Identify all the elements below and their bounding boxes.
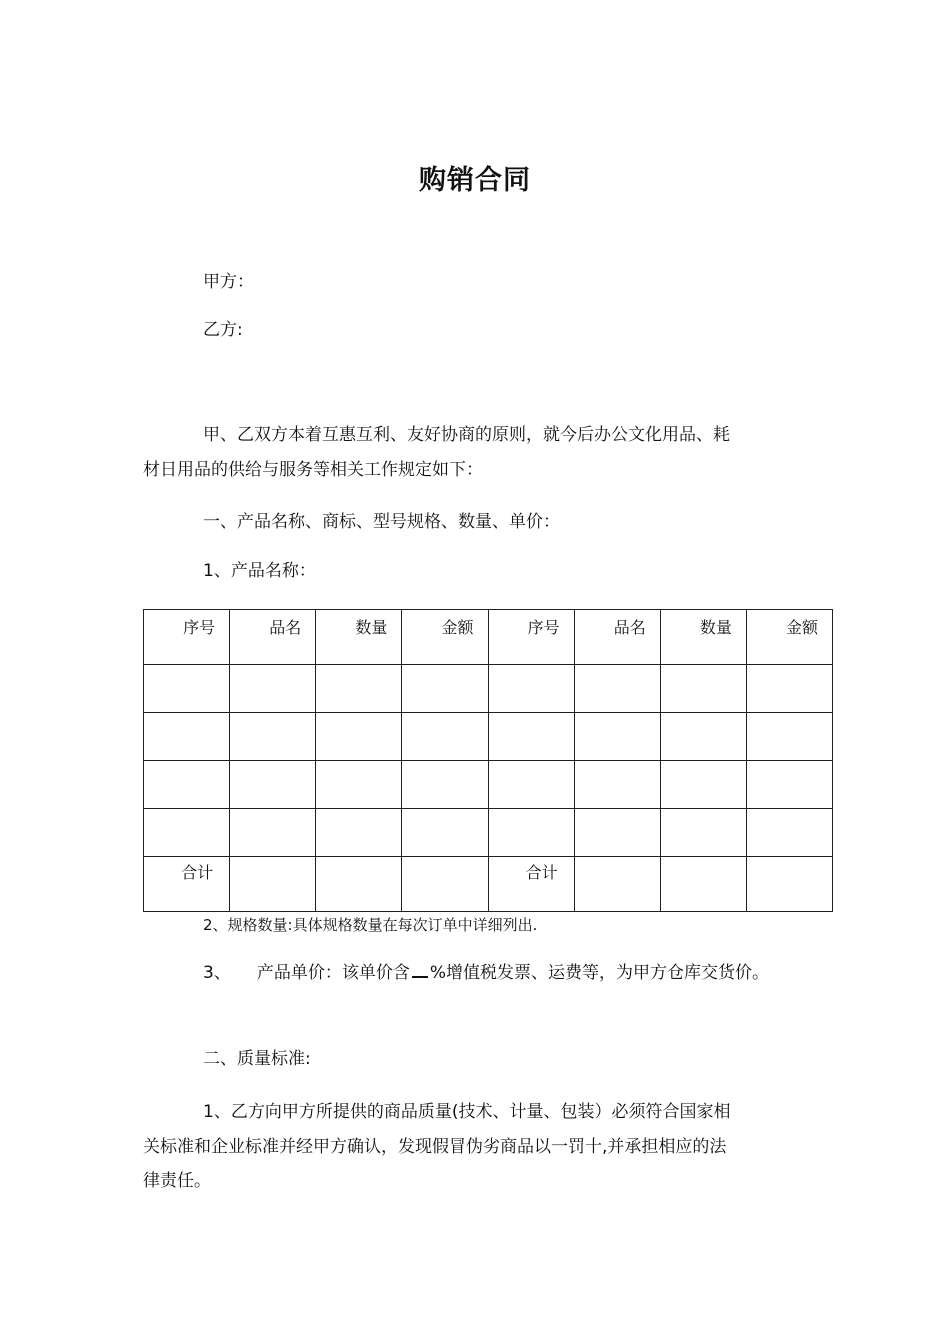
- table-cell: [316, 713, 402, 761]
- table-cell: [746, 761, 832, 809]
- table-cell: [746, 665, 832, 713]
- table-cell: [230, 761, 316, 809]
- table-cell: [746, 809, 832, 857]
- table-cell: [660, 857, 746, 912]
- quality-line-2: 关标准和企业标准并经甲方确认，发现假冒伪劣商品以一罚十,并承担相应的法: [143, 1137, 727, 1157]
- header-cell-name-1: 品名: [230, 610, 316, 665]
- table-cell: [230, 713, 316, 761]
- table-cell: [746, 857, 832, 912]
- document-title: 购销合同: [419, 165, 531, 196]
- table-cell: [660, 809, 746, 857]
- table-cell: [574, 713, 660, 761]
- table-cell: [488, 809, 574, 857]
- total-label-right: 合计: [488, 857, 574, 912]
- table-header-row: [144, 610, 833, 665]
- item-3-before-blank: 产品单价：该单价含: [256, 963, 410, 983]
- table-cell: [402, 857, 488, 912]
- header-cell-amount-2: 金额: [746, 610, 832, 665]
- header-cell-qty-1: 数量: [316, 610, 402, 665]
- header-cell-seq-1: 序号: [144, 610, 230, 665]
- intro-line-2: 材日用品的供给与服务等相关工作规定如下：: [143, 460, 483, 480]
- header-cell-amount-1: 金额: [402, 610, 488, 665]
- table-cell: [574, 665, 660, 713]
- table-cell: [230, 665, 316, 713]
- header-cell-seq-2: 序号: [488, 610, 574, 665]
- table-cell: [488, 665, 574, 713]
- item-3-after-blank: %增值税发票、运费等，为甲方仓库交货价。: [429, 963, 769, 983]
- tax-rate-blank: [412, 962, 428, 978]
- party-b-label: 乙方:: [203, 320, 243, 340]
- table-cell: [488, 713, 574, 761]
- table-cell: [316, 857, 402, 912]
- section-1-heading: 一、产品名称、商标、型号规格、数量、单价：: [203, 512, 560, 532]
- table-cell: [660, 761, 746, 809]
- quality-line-3: 律责任。: [143, 1171, 211, 1191]
- table-cell: [144, 761, 230, 809]
- intro-line-1: 甲、乙双方本着互惠互利、友好协商的原则，就今后办公文化用品、耗: [203, 425, 730, 445]
- party-a-label: 甲方：: [203, 272, 254, 292]
- table-cell: [316, 761, 402, 809]
- table-cell: [230, 809, 316, 857]
- total-label-left: 合计: [144, 857, 230, 912]
- table-cell: [574, 857, 660, 912]
- table-row: [144, 809, 833, 857]
- table-cell: [402, 809, 488, 857]
- quality-line-1: 1、乙方向甲方所提供的商品质量(技术、计量、包装）必须符合国家相: [203, 1102, 731, 1122]
- table-cell: [316, 665, 402, 713]
- table-cell: [488, 761, 574, 809]
- product-table: [143, 609, 833, 912]
- item-1-label: 1、产品名称：: [203, 561, 316, 581]
- table-cell: [144, 713, 230, 761]
- header-cell-name-2: 品名: [574, 610, 660, 665]
- table-cell: [402, 713, 488, 761]
- table-cell: [746, 713, 832, 761]
- table-cell: [402, 665, 488, 713]
- item-2-text: 2、规格数量:具体规格数量在每次订单中详细列出.: [203, 916, 538, 934]
- table-total-row: [144, 857, 833, 912]
- section-2-heading: 二、质量标准:: [203, 1049, 311, 1069]
- table-cell: [660, 665, 746, 713]
- table-cell: [574, 761, 660, 809]
- table-row: [144, 761, 833, 809]
- table-cell: [144, 665, 230, 713]
- table-cell: [230, 857, 316, 912]
- table-row: [144, 713, 833, 761]
- table-cell: [574, 809, 660, 857]
- item-3-number: 3、: [203, 963, 231, 983]
- table-cell: [402, 761, 488, 809]
- header-cell-qty-2: 数量: [660, 610, 746, 665]
- table-cell: [316, 809, 402, 857]
- table-cell: [144, 809, 230, 857]
- item-3-text: [203, 961, 769, 985]
- table-row: [144, 665, 833, 713]
- table-cell: [660, 713, 746, 761]
